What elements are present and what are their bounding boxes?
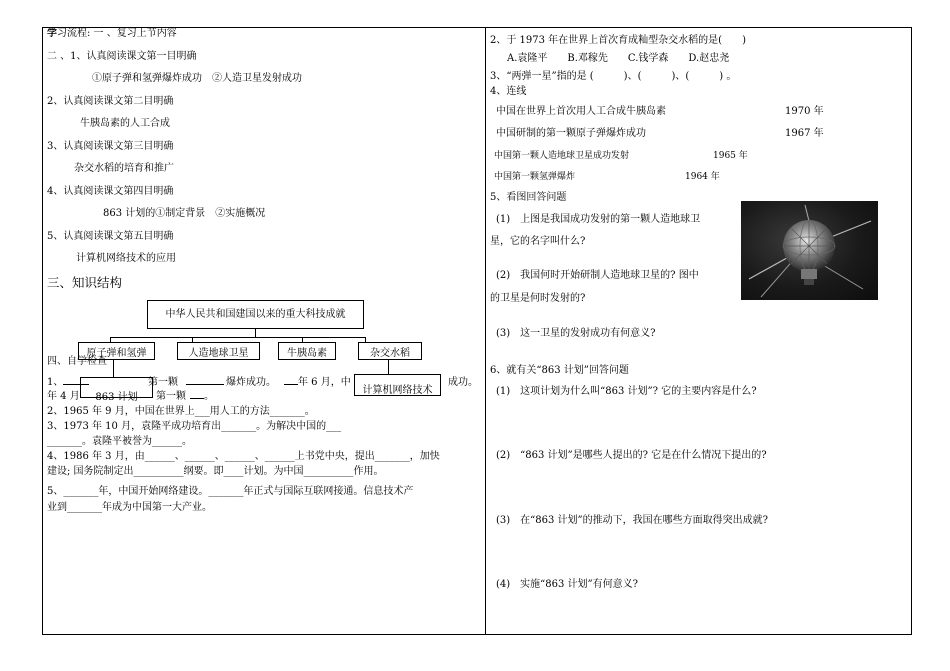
self-check-q2: 2、1965 年 9 月，中国在世界上___用人工的方法_______。 [47, 406, 315, 417]
right-q5-heading: 5、看图回答问题 [490, 192, 567, 203]
match-right-3[interactable]: 1965 年 [713, 151, 748, 161]
section-3-heading: 3、认真阅读课文第三目明确 [47, 141, 174, 152]
match-left-2[interactable]: 中国研制的第一颗原子弹爆炸成功 [496, 128, 646, 139]
match-right-2[interactable]: 1967 年 [785, 128, 824, 139]
right-q5-1-line2: 星，它的名字叫什么? [490, 236, 586, 247]
section-1-heading: 二 、1、认真阅读课文第一目明确 [47, 51, 197, 62]
diagram-trunk-line [255, 329, 256, 337]
section-2-heading: 2、认真阅读课文第二目明确 [47, 96, 174, 107]
diagram-child-atomic: 原子弹和氢弹 [78, 342, 155, 360]
self-check-q5-line1: 5、_______年，中国开始网络建设。_______年正式与国际互联网接通。信息技术产 [47, 486, 414, 497]
q1-end: 。 [204, 391, 214, 402]
right-q4-heading: 4、连线 [490, 86, 527, 97]
diagram-branch-line [110, 337, 366, 338]
right-q6-4: (4) 实施“863 计划”有何意义? [496, 579, 639, 590]
q1-success: 成功。 [448, 377, 478, 388]
satellite-illustration [741, 201, 878, 300]
diagram-root-box: 中华人民共和国建国以来的重大科技成就 [147, 300, 364, 329]
section-1-item: ①原子弹和氢弹爆炸成功 ②人造卫星发射成功 [92, 73, 302, 84]
q1-explosion: 爆炸成功。 [226, 377, 276, 388]
self-check-q3-line1: 3、1973 年 10 月，袁隆平成功培育出_______。为解决中国的___ [47, 421, 342, 432]
section-5-heading: 5、认真阅读课文第五目明确 [47, 231, 174, 242]
match-left-3[interactable]: 中国第一颗人造地球卫星成功发射 [494, 151, 630, 161]
self-check-q1-line1 [47, 377, 89, 389]
q1-first: 第一颗 [148, 377, 178, 388]
match-right-1[interactable]: 1970 年 [785, 106, 824, 117]
self-check-q3-line2: _______。袁隆平被誉为______。 [47, 436, 192, 447]
diagram-child-network: 计算机网络技术 [354, 374, 441, 396]
satellite-photo [741, 201, 878, 300]
learning-flow-heading [47, 28, 177, 40]
right-q3: 3、“两弹一星”指的是 ( )、( )、( ) 。 [490, 71, 737, 82]
right-q5-1-line1: (1) 上图是我国成功发射的第一颗人造地球卫 [496, 214, 701, 225]
right-q5-3: (3) 这一卫星的发射成功有何意义? [496, 328, 656, 339]
diagram-child-863: 863 计划 [80, 377, 153, 398]
q1-blank-2[interactable] [186, 377, 224, 389]
q1-first-2: 第一颗 [156, 391, 186, 402]
right-q6-2: (2) “863 计划”是哪些人提出的? 它是在什么情况下提出的? [496, 450, 767, 461]
right-q6-heading: 6、就有关“863 计划”回答问题 [490, 365, 629, 376]
q1-blank-1[interactable] [63, 384, 89, 385]
worksheet-frame [42, 27, 912, 635]
section-4-item: 863 计划的①制定背景 ②实施概况 [103, 208, 266, 219]
self-check-q4-line1: 4、1986 年 3 月，由______、______、______、______上书党中央，提出_______，加快 [47, 451, 440, 462]
self-check-q4-line2: 建设; 国务院制定出__________纲要。即____计划。为中国__________作用。 [47, 466, 384, 477]
right-q5-2-line1: (2) 我国何时开始研制人造地球卫星的? 图中 [496, 270, 699, 281]
q1-prefix: 1、 [47, 377, 64, 388]
self-check-heading: 四、自学检查 [47, 356, 107, 367]
section-5-item: 计算机网络技术的应用 [76, 253, 176, 264]
match-left-4[interactable]: 中国第一颗氢弹爆炸 [494, 172, 576, 182]
right-q6-1: (1) 这项计划为什么叫“863 计划”? 它的主要内容是什么? [496, 386, 757, 397]
knowledge-structure-title: 三、知识结构 [47, 275, 123, 290]
section-3-item: 杂交水稻的培育和推广 [74, 163, 174, 174]
self-check-q5-line2: 业到_______年成为中国第一大产业。 [47, 502, 212, 513]
q1-blank-3[interactable] [284, 377, 298, 389]
match-left-1[interactable]: 中国在世界上首次用人工合成牛胰岛素 [496, 106, 666, 117]
diagram-child-rice: 杂交水稻 [358, 342, 422, 360]
section-4-heading: 4、认真阅读课文第四目明确 [47, 186, 174, 197]
q1-blank-4[interactable] [190, 391, 204, 403]
right-q5-2-line2: 的卫星是何时发射的? [490, 293, 586, 304]
q1-april: 年 4 月 [47, 391, 80, 402]
diagram-stem-5 [113, 360, 114, 377]
diagram-child-satellite: 人造地球卫星 [177, 342, 260, 360]
right-q2-options: A.袁隆平 B.邓稼先 C.钱学森 D.赵忠尧 [507, 53, 730, 64]
column-divider [485, 27, 486, 635]
right-q6-3: (3) 在“863 计划”的推动下，我国在哪些方面取得突出成就? [496, 515, 769, 526]
flow-prefix: 学 [47, 28, 57, 39]
match-right-4[interactable]: 1964 年 [685, 172, 720, 182]
diagram-child-insulin: 牛胰岛素 [278, 342, 336, 360]
section-2-item: 牛胰岛素的人工合成 [80, 118, 170, 129]
right-q2: 2、于 1973 年在世界上首次育成籼型杂交水稻的是( ) [490, 35, 746, 46]
flow-rest: 习流程: 一 、复习上节内容 [57, 28, 177, 39]
q1-june: 年 6 月，中 [298, 377, 351, 388]
